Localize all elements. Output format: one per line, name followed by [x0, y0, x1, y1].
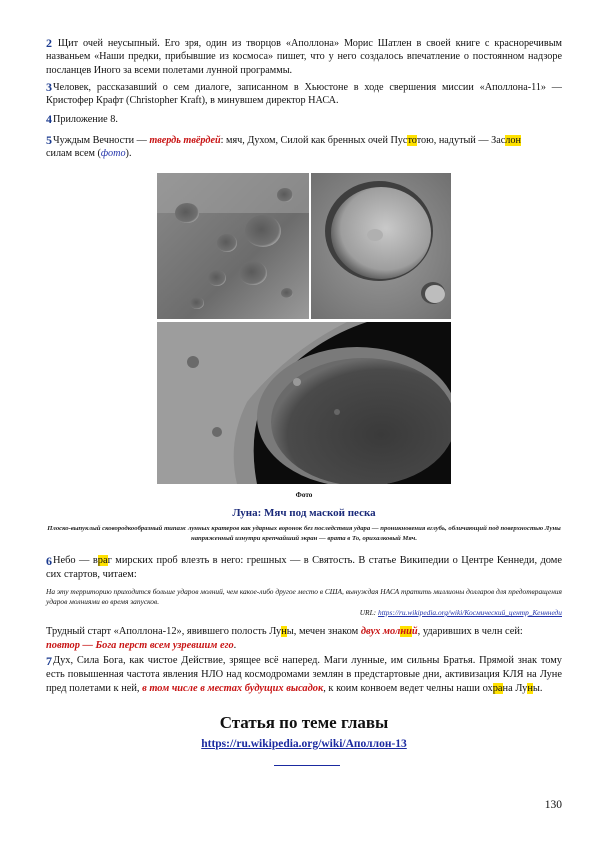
highlight-yellow: н	[281, 626, 287, 637]
highlight-yellow: ра	[492, 683, 503, 694]
wiki-url-link[interactable]: https://ru.wikipedia.org/wiki/Космический_центр_Кенннеди	[378, 608, 562, 617]
footnote-number: 3	[46, 80, 52, 94]
highlight-yellow: лон	[505, 135, 521, 146]
article-link-wrapper	[46, 738, 562, 750]
article-link[interactable]: https://ru.wikipedia.org/wiki/Аполлон-13	[201, 738, 407, 750]
footnote-4	[46, 113, 562, 126]
photo-link[interactable]: фото	[100, 148, 126, 160]
moon-photo-mare	[157, 322, 451, 484]
page-number: 130	[544, 799, 562, 811]
footnote-3	[46, 81, 562, 108]
highlight-red-text: повтор — Бога перст всем узревшим его	[46, 640, 234, 651]
moon-photo-craters-left	[157, 173, 309, 319]
footnote-number: 2	[46, 36, 52, 50]
highlight-yellow: н	[527, 683, 533, 694]
highlight-yellow: то	[407, 135, 417, 146]
footnote-7: 7Дух, Сила Бога, как чистое Действие, зрящее всё наперед. Маги лунные, им сильны Братья. Прямой знак тому есть повышенная частота явления НЛО над космодромами землян в предстартовые дни, активизация КЛЯ на Луне пред полетами к ней, в том числе в местах будущих высадок, к коим конвоем ведет челны наши охрана Луны.	[46, 654, 562, 694]
footnote-text: Щит очей неусыпный. Его зря, один из творцов «Аполлона» Морис Шатлен в своей книге с красноречивым названьем «Наши предки, прибывшие из космоса» пишет, что у него создалось впечатление о постоянном надзоре посланцев Иного за всеми полетами лунной программы.	[46, 38, 562, 76]
moon-photo-crater-right	[311, 173, 451, 319]
highlight-red-text: двух молний	[360, 626, 418, 637]
footnote-number: 6	[46, 554, 52, 568]
quote-url: URL: https://ru.wikipedia.org/wiki/Космический_центр_Кенннеди	[359, 608, 562, 617]
wiki-quote: На эту территорию приходится больше ударов молний, чем какое-либо другое место в США, вынуждая НАСА тратить миллионы долларов для предотвращения ударов молниями во время запусков.	[46, 587, 562, 607]
highlight-red-text: в том числе в местах будущих высадок	[142, 683, 324, 694]
footnote-5: 5Чуждым Вечности — твердь твёрдей: мяч, Духом, Силой как бренных очей Пустотою, надутый — Заслон силам всем (фото).	[46, 133, 521, 160]
footnote-number: 4	[46, 112, 52, 126]
apollo12-paragraph: Трудный старт «Аполлона-12», явившего полость Луны, мечен знаком двух молний, ударивших в челн сей: повтор — Бога перст всем узревшим его.	[46, 626, 523, 651]
footnote-text: Приложение 8.	[53, 114, 118, 125]
footnote-2	[46, 37, 562, 77]
figure-title: Луна: Мяч под маской песка	[232, 507, 376, 519]
footnote-text: Человек, рассказавший о сем диалоге, записанном в Хьюстоне в ходе свершения миссии «Аполлона-11» — Кристофер Крафт (Christopher Kraft), в минувшем директор НАСА.	[46, 82, 562, 107]
figure-label: Фото	[295, 491, 313, 499]
highlight-red-text: твердь твёрдей	[149, 135, 221, 146]
article-heading: Статья по теме главы	[219, 713, 389, 732]
separator-line	[274, 765, 340, 766]
footnote-number: 5	[46, 133, 52, 147]
footnote-number: 7	[46, 654, 52, 668]
figure-subtitle: Плоско-выпуклый сковородкообразный типаж лунных кратеров как ударных воронок без последствия удара — проникновения вглубь, обличающий под поверхностью Луны напряженный изнутри крепчайший экран — врата в То, орихалковый Мяч.	[47, 525, 561, 542]
footnote-6: 6Небо — враг мирских проб влезть в него: грешных — в Святость. В статье Википедии о Центре Кеннеди, доме сих стартов, читаем:	[46, 554, 562, 580]
highlight-yellow: ра	[97, 555, 108, 566]
